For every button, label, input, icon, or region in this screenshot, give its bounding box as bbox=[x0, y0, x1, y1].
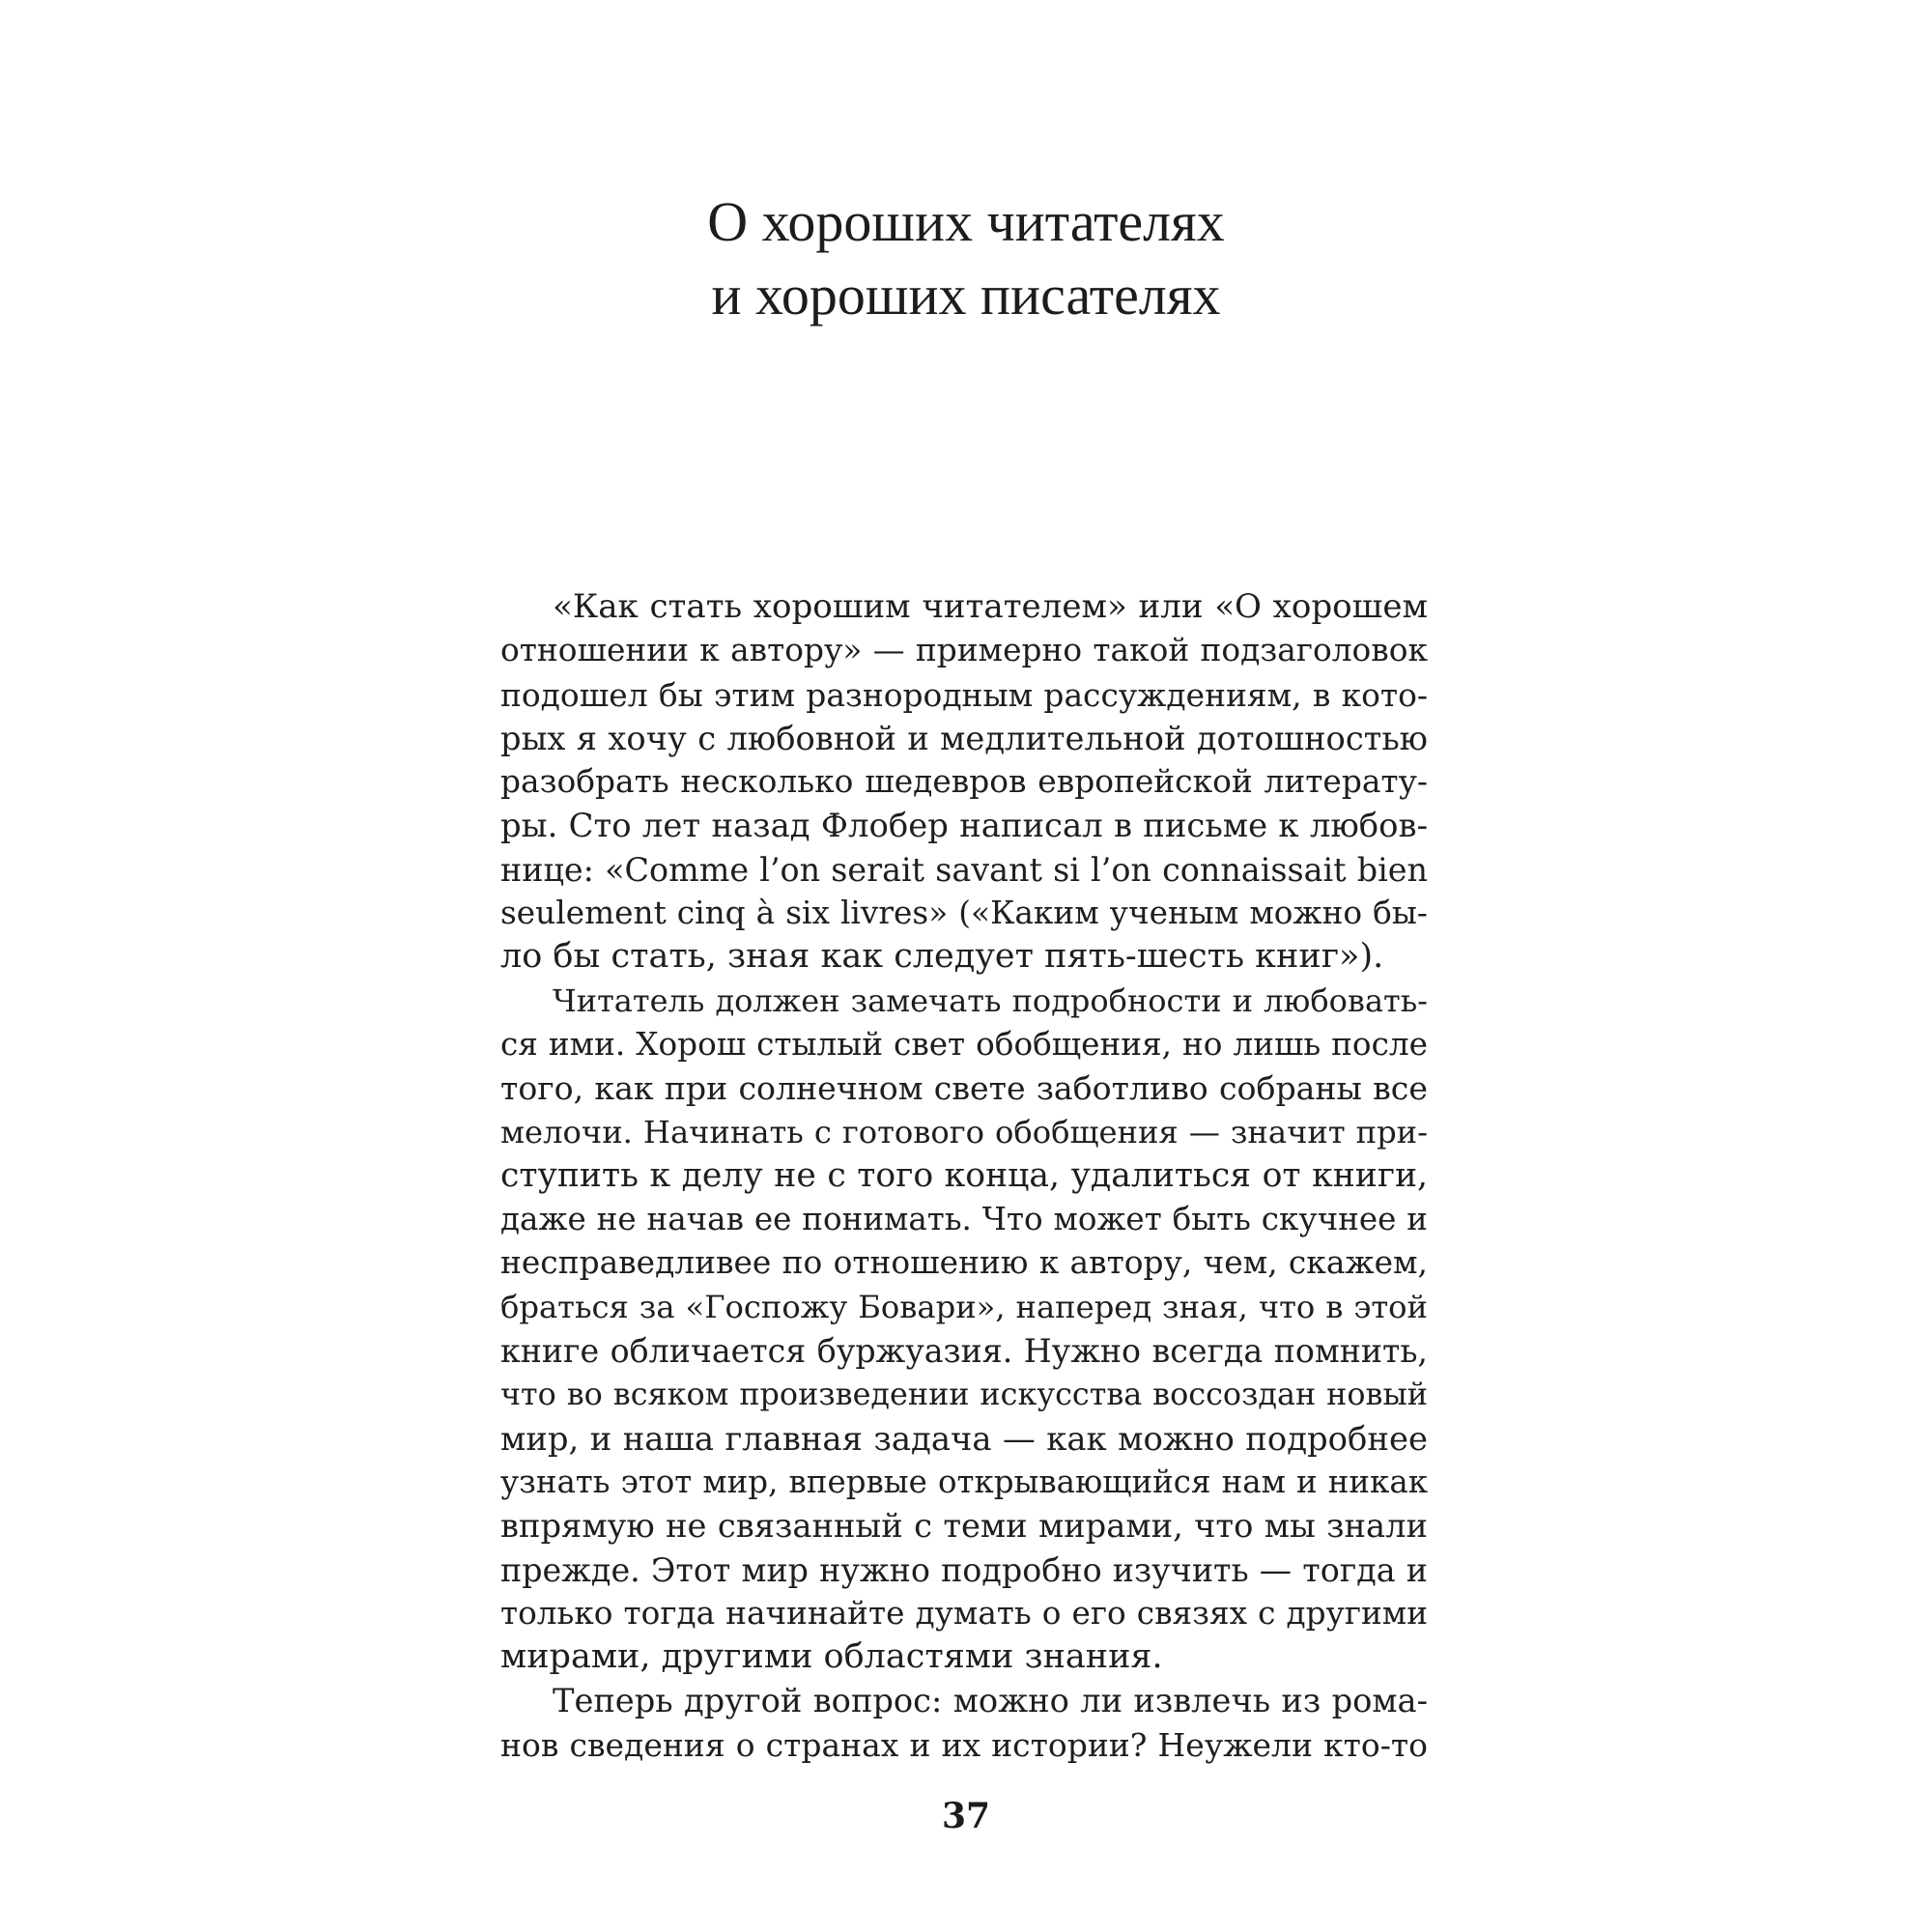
text-line: подошел бы этим разнородным рассуждениям, в кото- bbox=[500, 675, 1428, 714]
text-line: мирами, другими областями знания. bbox=[500, 1637, 1163, 1677]
chapter-title-line-1: О хороших читателях bbox=[707, 190, 1225, 253]
text-line: узнать этот мир, впервые открывающийся нам и никак bbox=[500, 1463, 1428, 1500]
text-line: ло бы стать, зная как следует пять-шесть книг»). bbox=[500, 937, 1384, 977]
text-line: ступить к делу не с того конца, удалиться от книги, bbox=[500, 1155, 1428, 1195]
text-line: того, как при солнечном свете заботливо собраны все bbox=[500, 1069, 1428, 1108]
text-line: несправедливее по отношению к автору, чем, скажем, bbox=[500, 1244, 1428, 1282]
text-line: книге обличается буржуазия. Нужно всегда помнить, bbox=[500, 1332, 1428, 1371]
text-line: нов сведения о странах и их истории? Неужели кто-то bbox=[500, 1725, 1428, 1764]
text-line: отношении к автору» — примерно такой подзаголовок bbox=[500, 632, 1428, 669]
text-line: что во всяком произведении искусства воссоздан новый bbox=[500, 1376, 1428, 1413]
text-line: мелочи. Начинать с готового обобщения — значит при- bbox=[500, 1113, 1428, 1151]
body-text bbox=[500, 585, 1428, 1767]
text-line: мир, и наша главная задача — как можно подробнее bbox=[500, 1419, 1428, 1458]
text-line: нице: «Comme l’on serait savant si l’on connaissait bien bbox=[500, 850, 1428, 889]
text-line: seulement cinq à six livres» («Каким ученым можно бы- bbox=[500, 895, 1428, 932]
text-line: рых я хочу с любовной и медлительной дотошностью bbox=[500, 719, 1428, 757]
text-line: разобрать несколько шедевров европейской литерату- bbox=[500, 763, 1428, 801]
text-line: только тогда начинайте думать о его связях с другими bbox=[500, 1594, 1428, 1632]
text-line: ся ими. Хорош стылый свет обобщения, но лишь после bbox=[500, 1025, 1428, 1063]
text-line: впрямую не связанный с теми мирами, что мы знали bbox=[500, 1507, 1428, 1546]
text-line: «Как стать хорошим читателем» или «О хорошем bbox=[553, 587, 1428, 626]
chapter-title-line-2: и хороших писателях bbox=[711, 264, 1221, 327]
text-line: браться за «Госпожу Бовари», наперед зная, что в этой bbox=[500, 1288, 1428, 1325]
chapter-title bbox=[483, 185, 1449, 332]
page-number: 37 bbox=[941, 1796, 991, 1836]
text-line: Теперь другой вопрос: можно ли извлечь из рома- bbox=[553, 1682, 1428, 1720]
text-line: ры. Сто лет назад Флобер написал в письме к любов- bbox=[500, 807, 1428, 845]
text-line: прежде. Этот мир нужно подробно изучить — тогда и bbox=[500, 1550, 1428, 1589]
text-line: даже не начав ее понимать. Что может быть скучнее и bbox=[500, 1201, 1428, 1238]
text-line: Читатель должен замечать подробности и любовать- bbox=[553, 981, 1428, 1019]
